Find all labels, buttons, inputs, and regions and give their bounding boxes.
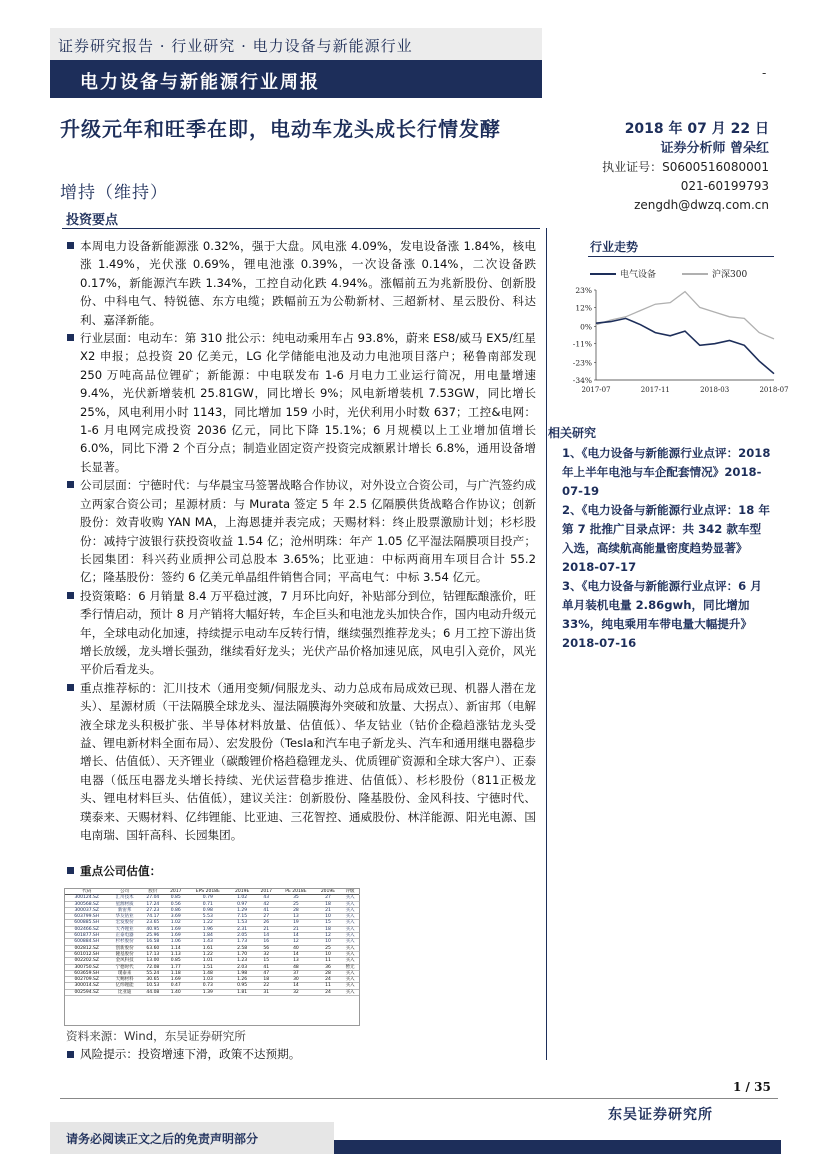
rating: 增持（维持） xyxy=(60,183,168,203)
table-cell: 0.71 xyxy=(187,901,229,907)
table-cell: 0.98 xyxy=(187,907,229,913)
y-tick-label: 23% xyxy=(575,286,592,295)
table-cell: 0.95 xyxy=(229,983,255,989)
table-cell: 天赐材料 xyxy=(108,977,140,983)
table-cell: 隆基股份 xyxy=(108,951,140,957)
bullet-company: 公司层面：宁德时代：与华晨宝马签署战略合作协议，对外设立合资公司，与广汽签约成立两家合资公司；星源材质：与 Murata 签定 5 年 2.5 亿隔膜供货战略合作协议；创新股份：效青收购 YAN MA，上海恩捷并表完成；天赐材料：终止股票激励计划；杉杉股份：减持宁波银行获投资收益 1.54 亿；沧州明珠：年产 1.05 亿平湿法隔膜项目投产；长园集团：科兴药业质押公司总股本 3.65%；比亚迪：中标两商用车项目合计 55.2 亿；隆基股份：签约 6 亿美元单晶组件销售合同；平高电气：中标 3.54 亿元。 xyxy=(66,476,536,586)
table-cell: 星源材质 xyxy=(108,901,140,907)
table-cell: 14 xyxy=(277,933,315,939)
table-cell: 亿纬锂能 xyxy=(108,983,140,989)
table-cell: 21 xyxy=(255,926,277,932)
table-cell: 0.86 xyxy=(165,907,187,913)
table-cell: 17.24 xyxy=(141,901,165,907)
table-cell: 2.03 xyxy=(229,964,255,970)
table-cell: 10 xyxy=(315,939,341,945)
table-cell: 002594.SZ xyxy=(65,989,108,995)
table-cell: 21 xyxy=(277,926,315,932)
table-cell: 600884.SH xyxy=(65,939,108,945)
table-cell: 璞泰来 xyxy=(108,970,140,976)
table-cell: 1.61 xyxy=(187,945,229,951)
table-cell: 21 xyxy=(315,907,341,913)
table-cell: 28 xyxy=(277,907,315,913)
table-header-cell: 2019E xyxy=(315,889,341,895)
table-cell: 601012.SH xyxy=(65,951,108,957)
table-cell: 18 xyxy=(315,926,341,932)
table-cell: 41 xyxy=(255,964,277,970)
table-cell: 1.70 xyxy=(229,951,255,957)
table-cell: 宏发股份 xyxy=(108,920,140,926)
table-cell: 2.05 xyxy=(229,933,255,939)
disclaimer xyxy=(50,1122,334,1154)
table-cell: 1.53 xyxy=(229,920,255,926)
valuation-table xyxy=(64,888,360,1026)
table-header-cell: 公司 xyxy=(108,889,140,895)
table-cell: 创新股份 xyxy=(108,945,140,951)
firm-name: 东吴证券研究所 xyxy=(608,1107,713,1123)
table-header-cell: 股价 xyxy=(141,889,165,895)
series-line-电气设备 xyxy=(596,318,774,373)
table-cell: 27 xyxy=(315,895,341,901)
table-cell: 32 xyxy=(277,989,315,995)
table-cell: 买入 xyxy=(341,914,359,920)
table-cell: 1.18 xyxy=(165,970,187,976)
table-cell: 1.39 xyxy=(187,989,229,995)
table-cell: 30 xyxy=(277,977,315,983)
table-cell: 宁德时代 xyxy=(108,964,140,970)
table-cell: 55.24 xyxy=(141,970,165,976)
footer-divider xyxy=(60,1098,778,1099)
table-cell: 300124.SZ xyxy=(65,895,108,901)
license-number: 执业证号：S0600516080001 xyxy=(602,160,769,174)
table-cell: 0.85 xyxy=(165,895,187,901)
table-cell: 1.23 xyxy=(229,958,255,964)
table-cell: 2.58 xyxy=(229,945,255,951)
table-cell: 金风科技 xyxy=(108,958,140,964)
table-cell: 买入 xyxy=(341,907,359,913)
section-title: 投资要点 xyxy=(66,213,119,228)
report-type: 电力设备与新能源行业周报 xyxy=(80,72,320,93)
table-cell: 002202.SZ xyxy=(65,958,108,964)
table-cell: 18 xyxy=(255,977,277,983)
table-cell: 1.29 xyxy=(229,907,255,913)
table-cell: 买入 xyxy=(341,951,359,957)
table-cell: 36 xyxy=(315,964,341,970)
table-header-cell: EPS 2018E xyxy=(187,889,229,895)
table-cell: 16 xyxy=(255,939,277,945)
table-cell: 44.08 xyxy=(141,989,165,995)
table-cell: 14 xyxy=(277,951,315,957)
table-cell: 42 xyxy=(255,901,277,907)
table-cell: 43 xyxy=(255,895,277,901)
y-tick-label: -34% xyxy=(572,376,592,385)
table-cell: 48 xyxy=(277,964,315,970)
page-number: 1 / 35 xyxy=(733,1080,771,1094)
table-cell: 1.69 xyxy=(165,977,187,983)
table-header-cell: 评级 xyxy=(341,889,359,895)
x-tick-label: 2018-07 xyxy=(759,386,789,394)
bullet-weekly-performance: 本周电力设备新能源涨 0.32%，强于大盘。风电涨 4.09%，发电设备涨 1.84%，核电涨 1.49%，光伏涨 0.69%，锂电池涨 0.39%，一次设备涨 0.14%，二次设备跌 0.17%，新能源汽车跌 1.34%，工控自动化跌 4.94%。涨幅前五为兆新股份、创新股份、中科电气、特锐德、东方电缆；跌幅前五为公勒新材、三超新材、星云股份、科达利、嘉泽新能。 xyxy=(66,237,536,329)
related-item[interactable]: 3、《电力设备与新能源行业点评：6 月单月装机电量 2.86gwh，同比增加 33%，纯电乘用车带电量大幅提升》2018-07-16 xyxy=(562,579,762,650)
legend-label: 沪深300 xyxy=(712,270,748,280)
table-cell: 0.97 xyxy=(229,901,255,907)
table-cell: 26 xyxy=(255,920,277,926)
valuation-heading: 重点公司估值： xyxy=(66,862,536,880)
table-cell: 1.40 xyxy=(165,989,187,995)
table-header-cell: 2017 xyxy=(255,889,277,895)
table-cell: 买入 xyxy=(341,926,359,932)
table-cell: 30.65 xyxy=(141,977,165,983)
table-cell: 002812.SZ xyxy=(65,945,108,951)
table-cell: 17.13 xyxy=(141,951,165,957)
table-cell: 1.51 xyxy=(187,964,229,970)
table-cell: 13 xyxy=(277,914,315,920)
page-title: 升级元年和旺季在即，电动车龙头成长行情发酵 xyxy=(60,117,501,141)
table-cell: 31 xyxy=(255,989,277,995)
table-cell: 1.13 xyxy=(165,951,187,957)
table-cell: 0.47 xyxy=(165,983,187,989)
table-cell: 19 xyxy=(277,920,315,926)
table-cell: 74.17 xyxy=(141,914,165,920)
disclaimer-text: 请务必阅读正文之后的免责声明部分 xyxy=(66,1132,259,1146)
table-cell: 1.98 xyxy=(229,970,255,976)
table-cell: 1.77 xyxy=(165,964,187,970)
table-cell: 600885.SH xyxy=(65,920,108,926)
table-cell: 汇川技术 xyxy=(108,895,140,901)
table-row xyxy=(65,989,359,995)
table-cell: 买入 xyxy=(341,895,359,901)
table-cell: 16.58 xyxy=(141,939,165,945)
table-cell: 603799.SH xyxy=(65,914,108,920)
table-header-cell: 2017 xyxy=(165,889,187,895)
table-cell: 华友钴业 xyxy=(108,914,140,920)
table-cell: 300014.SZ xyxy=(65,983,108,989)
table-cell: 7.15 xyxy=(229,914,255,920)
table-cell: 24 xyxy=(315,989,341,995)
table-cell: 1.69 xyxy=(165,926,187,932)
table-cell: 56 xyxy=(255,945,277,951)
table-cell: 603659.SH xyxy=(65,970,108,976)
table-cell: 0.56 xyxy=(165,901,187,907)
table-cell: 杉杉股份 xyxy=(108,939,140,945)
table-cell: 25 xyxy=(277,901,315,907)
risk-note: 风险提示：投资增速下滑，政策不达预期。 xyxy=(66,1046,300,1062)
table-cell: 11 xyxy=(315,983,341,989)
table-cell: 0.85 xyxy=(165,958,187,964)
table-cell: 14 xyxy=(277,983,315,989)
breadcrumb-text: 证券研究报告 · 行业研究 · 电力设备与新能源行业 xyxy=(58,37,413,55)
table-cell: 3.69 xyxy=(165,914,187,920)
table-cell: 1.01 xyxy=(187,958,229,964)
table-cell: 比亚迪 xyxy=(108,989,140,995)
table-cell: 27 xyxy=(255,914,277,920)
related-item[interactable]: 1、《电力设备与新能源行业点评：2018 年上半年电池与车企配套情况》2018-07-19 xyxy=(562,446,771,498)
table-cell: 23.65 xyxy=(141,920,165,926)
divider xyxy=(62,228,540,229)
table-cell: 72.08 xyxy=(141,964,165,970)
table-cell: 买入 xyxy=(341,901,359,907)
trend-chart xyxy=(560,262,790,402)
table-cell: 暂无 xyxy=(341,964,359,970)
key-points xyxy=(66,237,536,844)
footer-bar xyxy=(334,1140,781,1154)
table-cell: 24 xyxy=(315,977,341,983)
table-cell: 32 xyxy=(255,951,277,957)
bullet-strategy: 投资策略：6 月销量 8.4 万平稳过渡，7 月环比向好，补贴部分到位，钴锂酝酿涨价，旺季行情启动，预计 8 月产销将大幅好转，车企巨头和电池龙头加快合作，国内电动升级元年，全球电动化加速，持续提示电动车反转行情，继续强烈推荐龙头；6 月工控下游出货增长放缓，龙头增长强劲，继续看好龙头；光伏产品价格加速见底，风电引入竞价，风光平价后看龙头。 xyxy=(66,587,536,679)
trend-divider xyxy=(588,256,774,257)
email-link[interactable]: zengdh@dwzq.com.cn xyxy=(634,198,769,212)
table-cell: 300750.SZ xyxy=(65,964,108,970)
table-cell: 63.60 xyxy=(141,945,165,951)
table-cell: 13.00 xyxy=(141,958,165,964)
table-cell: 35 xyxy=(277,895,315,901)
table-cell: 601877.SH xyxy=(65,933,108,939)
table-cell: 新宙邦 xyxy=(108,907,140,913)
table-cell: 买入 xyxy=(341,933,359,939)
table-cell: 买入 xyxy=(341,983,359,989)
analyst: 证券分析师 曾朵红 xyxy=(660,141,769,156)
related-item[interactable]: 2、《电力设备与新能源行业点评：18 年第 7 批推广目录点评：共 342 款车型入选，高续航高能量密度趋势显著》2018-07-17 xyxy=(562,503,770,574)
trend-title: 行业走势 xyxy=(590,240,639,254)
table-cell: 47 xyxy=(255,970,277,976)
table-cell: 25.96 xyxy=(141,933,165,939)
table-cell: 28 xyxy=(315,970,341,976)
table-cell: 买入 xyxy=(341,958,359,964)
table-cell: 买入 xyxy=(341,920,359,926)
y-tick-label: 12% xyxy=(575,303,592,313)
table-header-cell: 2019E xyxy=(229,889,255,895)
table-header-cell: 代码 xyxy=(65,889,108,895)
table-cell: 12 xyxy=(277,939,315,945)
report-meta xyxy=(602,120,769,215)
table-cell: 1.84 xyxy=(187,933,229,939)
breadcrumb xyxy=(50,28,542,60)
table-cell: 37 xyxy=(277,970,315,976)
related-title: 相关研究 xyxy=(548,426,597,440)
table-cell: 12 xyxy=(315,933,341,939)
table-cell: 18 xyxy=(315,901,341,907)
table-cell: 正泰电器 xyxy=(108,933,140,939)
table-cell: 300037.SZ xyxy=(65,907,108,913)
table-cell: 14 xyxy=(255,933,277,939)
table-header-cell: PE 2018E xyxy=(277,889,315,895)
table-cell: 40.95 xyxy=(141,926,165,932)
table-cell: 1.02 xyxy=(165,920,187,926)
y-tick-label: -23% xyxy=(572,358,592,368)
table-cell: 2.31 xyxy=(229,926,255,932)
bullet-industry: 行业层面：电动车：第 310 批公示：纯电动乘用车占 93.8%，蔚来 ES8/威马 EX5/红星 X2 申报；总投资 20 亿美元，LG 化学储能电池及动力电池项目落户；秘鲁南部发现 250 万吨高品位锂矿；新能源：中电联发布 1-6 月电力工业运行简况，用电量增速 9.4%，光伏新增装机 25.81GW，同比增长 9%；风电新增装机 7.53GW，同比增长 25%，风电利用小时 1143，同比增加 159 小时，光伏利用小时数 637；工控&电网：1-6 月电网完成投资 2036 亿元，同比下降 15.1%；6 月规模以上工业增加值增长 6.0%，同比下滑 2 个百分点；制造业固定资产投资完成额累计增长 6.8%，通用设备增长显著。 xyxy=(66,329,536,476)
table-cell: 1.81 xyxy=(229,989,255,995)
x-tick-label: 2017-07 xyxy=(581,386,611,394)
table-cell: 5.53 xyxy=(187,914,229,920)
source-note: 资料来源：Wind，东吴证券研究所 xyxy=(66,1029,246,1043)
table-cell: 买入 xyxy=(341,945,359,951)
table-cell: 1.02 xyxy=(229,895,255,901)
table-cell: 1.96 xyxy=(187,926,229,932)
table-cell: 15 xyxy=(255,958,277,964)
table-cell: 1.03 xyxy=(187,977,229,983)
valuation-section xyxy=(66,862,536,880)
table-cell: 买入 xyxy=(341,939,359,945)
table-cell: 1.48 xyxy=(187,970,229,976)
table-cell: 1.22 xyxy=(187,951,229,957)
x-tick-label: 2017-11 xyxy=(640,386,670,394)
table-cell: 25 xyxy=(315,945,341,951)
table-cell: 1.26 xyxy=(229,977,255,983)
phone: 021-60199793 xyxy=(680,179,769,193)
table-cell: 13 xyxy=(277,958,315,964)
table-cell: 1.06 xyxy=(165,939,187,945)
table-cell: 1.22 xyxy=(187,920,229,926)
table-cell: 300568.SZ xyxy=(65,901,108,907)
table-cell: 0.73 xyxy=(187,983,229,989)
table-cell: 27.04 xyxy=(141,895,165,901)
table-cell: 10 xyxy=(315,951,341,957)
table-cell: 40 xyxy=(277,945,315,951)
legend-label: 电气设备 xyxy=(620,270,657,280)
table-cell: 27.23 xyxy=(141,907,165,913)
table-cell: 买入 xyxy=(341,989,359,995)
header-dash: - xyxy=(762,66,767,80)
column-divider xyxy=(546,228,547,1060)
report-type-bar xyxy=(50,60,542,98)
table-cell: 1.69 xyxy=(165,933,187,939)
x-tick-label: 2018-03 xyxy=(700,386,730,394)
table-cell: 买入 xyxy=(341,970,359,976)
table-cell: 天齐锂业 xyxy=(108,926,140,932)
table-cell: 买入 xyxy=(341,977,359,983)
table-cell: 1.14 xyxy=(165,945,187,951)
table-cell: 15 xyxy=(315,920,341,926)
related-research xyxy=(562,444,772,653)
table-cell: 10 xyxy=(315,914,341,920)
table-cell: 10.53 xyxy=(141,983,165,989)
table-cell: 1.43 xyxy=(187,939,229,945)
table-cell: 41 xyxy=(255,907,277,913)
report-date: 2018 年 07 月 22 日 xyxy=(624,121,769,137)
table-cell: 002466.SZ xyxy=(65,926,108,932)
bullet-recommendations: 重点推荐标的：汇川技术（通用变频/伺服龙头、动力总成布局成效已现、机器人潜在龙头）、星源材质（干法隔膜全球龙头、湿法隔膜海外突破和放量、大拐点）、新宙邦（电解液全球龙头积极扩张、半导体材料放量、估值低）、华友钴业（钴价企稳趋涨钴龙头受益、锂电新材料全面布局）、宏发股份（Tesla和汽车电子新龙头、汽车和通用继电器稳步增长、估值低）、天齐锂业（碳酸锂价格趋稳锂龙头、优质锂矿资源和全球大客户）、正泰电器（低压电器龙头增长持续、光伏运营稳步推进、估值低）、杉杉股份（811正极龙头、锂电材料巨头、估值低），建议关注：创新股份、隆基股份、金风科技、宁德时代、璞泰来、天赐材料、亿纬锂能、比亚迪、三花智控、通威股份、林洋能源、阳光电源、国电南瑞、国轩高科、长园集团。 xyxy=(66,679,536,845)
table-cell: 22 xyxy=(255,983,277,989)
table-cell: 1.73 xyxy=(229,939,255,945)
y-tick-label: -11% xyxy=(572,339,592,349)
table-cell: 0.79 xyxy=(187,895,229,901)
y-tick-label: 0% xyxy=(580,322,592,332)
table-cell: 11 xyxy=(315,958,341,964)
table-cell: 002709.SZ xyxy=(65,977,108,983)
